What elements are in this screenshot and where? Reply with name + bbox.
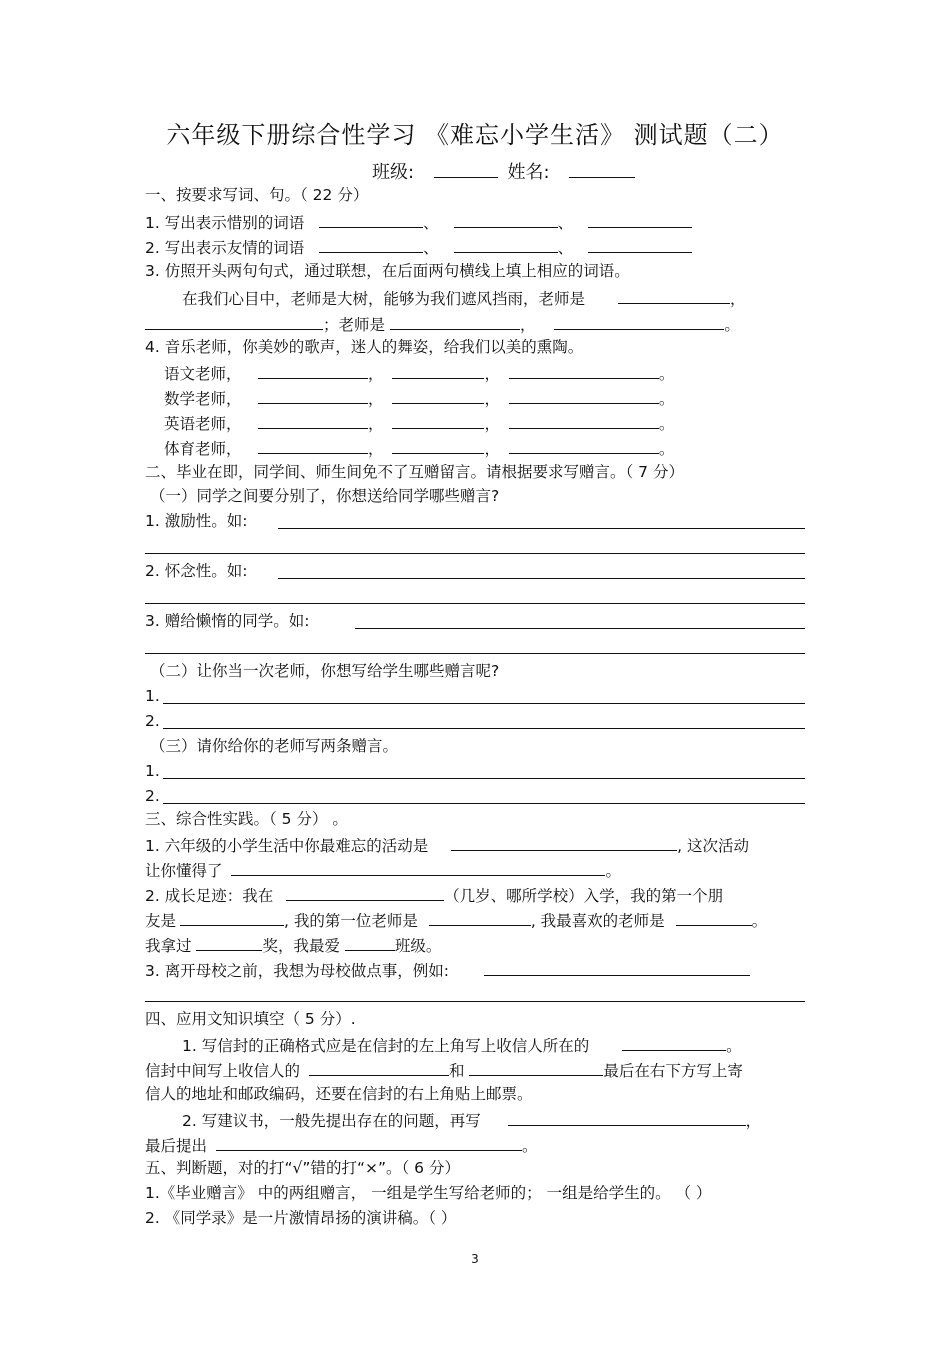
question-1-2 <box>145 235 692 259</box>
question-2-1-3: 3. 赠给懒惰的同学。如: <box>145 612 310 630</box>
punct: ， <box>368 415 384 433</box>
answer-line[interactable] <box>163 728 805 729</box>
question-text: 让你懂得了 <box>145 862 223 880</box>
question-5-2: 2. 《同学录》是一片激情昂扬的演讲稿。（ ） <box>145 1209 457 1227</box>
question-text: , 我最喜欢的老师是 <box>530 912 665 930</box>
punct: ， <box>484 365 500 383</box>
answer-line[interactable] <box>145 553 805 554</box>
section-2-part-3: （三）请你给你的老师写两条赠言。 <box>150 737 399 755</box>
punct: ， <box>368 440 384 458</box>
punct: 。 <box>658 390 675 408</box>
punct: ， <box>484 440 500 458</box>
answer-line[interactable] <box>145 603 805 604</box>
number-1: 1. <box>145 762 160 780</box>
answer-line[interactable] <box>145 653 805 654</box>
punct: ， <box>745 1112 762 1130</box>
answer-blank[interactable] <box>258 436 368 454</box>
answer-blank[interactable] <box>392 411 484 429</box>
answer-blank[interactable] <box>258 361 368 379</box>
answer-line[interactable] <box>355 628 805 629</box>
question-1-4: 4. 音乐老师，你美妙的歌声，迷人的舞姿，给我们以美的熏陶。 <box>145 338 584 356</box>
answer-blank[interactable] <box>392 436 484 454</box>
answer-line[interactable] <box>145 1001 805 1002</box>
example-text: 在我们心目中，老师是大树，能够为我们遮风挡雨，老师是 <box>182 290 586 308</box>
answer-blank[interactable] <box>618 286 730 304</box>
teacher-row <box>164 361 674 385</box>
punct: ， <box>368 365 384 383</box>
page-number: 3 <box>471 1252 479 1266</box>
question-3-1-cont <box>145 858 621 882</box>
answer-blank[interactable] <box>588 235 692 253</box>
question-text: （几岁、哪所学校）入学，我的第一个朋 <box>444 887 724 905</box>
number-1: 1. <box>145 687 160 705</box>
page-title: 六年级下册综合性学习 《难忘小学生活》 测试题（二） <box>166 121 784 149</box>
question-text: 2. 写建议书，一般先提出存在的问题，再写 <box>182 1112 481 1130</box>
punct: 。 <box>658 415 675 433</box>
answer-blank[interactable] <box>484 958 750 976</box>
punct: 。 <box>726 1037 742 1055</box>
question-text: , 我的第一位老师是 <box>284 912 418 930</box>
punct: ， <box>484 390 500 408</box>
teacher-row <box>164 436 674 460</box>
answer-blank[interactable] <box>554 312 724 330</box>
punct: 、 <box>557 214 574 232</box>
question-text: 1. 写信封的正确格式应是在信封的左上角写上收信人所在的 <box>182 1037 590 1055</box>
answer-blank[interactable] <box>309 1058 449 1076</box>
question-4-1-cont <box>145 1058 743 1082</box>
teacher-row <box>164 411 674 435</box>
question-text: , 这次活动 <box>677 837 750 855</box>
question-5-1: 1.《毕业赠言》 中的两组赠言， 一组是学生写给老师的； 一组是给学生的。 （ ） <box>145 1184 712 1202</box>
punct: 。 <box>658 440 675 458</box>
section-3-heading: 三、综合性实践。（ 5 分） 。 <box>145 810 348 828</box>
answer-blank[interactable] <box>508 1108 746 1126</box>
answer-blank[interactable] <box>392 361 484 379</box>
answer-blank[interactable] <box>231 858 605 876</box>
punct: 。 <box>751 912 768 930</box>
answer-blank[interactable] <box>286 883 444 901</box>
question-3-1 <box>145 833 749 857</box>
punct: ， <box>484 415 500 433</box>
answer-line[interactable] <box>163 778 805 779</box>
question-text: 友是 <box>145 912 177 930</box>
punct: ， <box>729 290 746 308</box>
answer-blank[interactable] <box>454 235 558 253</box>
answer-blank[interactable] <box>216 1133 522 1151</box>
section-2-part-1: （一）同学之间要分别了，你想送给同学哪些赠言? <box>150 487 500 505</box>
class-blank[interactable] <box>434 160 498 178</box>
answer-blank[interactable] <box>145 312 323 330</box>
number-2: 2. <box>145 712 160 730</box>
answer-blank[interactable] <box>676 908 752 926</box>
answer-blank[interactable] <box>469 1058 603 1076</box>
punct: 、 <box>423 214 439 232</box>
answer-blank[interactable] <box>345 933 395 951</box>
answer-blank[interactable] <box>509 436 659 454</box>
punct: 、 <box>423 239 439 257</box>
question-3-3 <box>145 958 750 982</box>
question-text: 和 <box>448 1062 465 1080</box>
question-1-3-example <box>182 286 745 310</box>
answer-blank[interactable] <box>319 235 423 253</box>
question-3-2 <box>145 883 723 907</box>
question-text: 2. 写出表示友情的词语 <box>145 239 305 257</box>
section-2-part-2: （二）让你当一次老师，你想写给学生哪些赠言呢? <box>150 662 500 680</box>
punct: 、 <box>557 239 574 257</box>
answer-blank[interactable] <box>509 361 659 379</box>
punct: ， <box>519 316 536 334</box>
section-2-heading: 二、毕业在即，同学间、师生间免不了互赠留言。请根据要求写赠言。（ 7 分） <box>145 463 684 481</box>
class-label: 班级: <box>372 162 415 183</box>
question-4-1-cont2: 信人的地址和邮政编码，还要在信封的右上角贴上邮票。 <box>145 1085 533 1103</box>
question-text: 信封中间写上收信人的 <box>145 1062 301 1080</box>
example-text: ；老师是 <box>323 316 386 334</box>
answer-blank[interactable] <box>258 411 368 429</box>
answer-blank[interactable] <box>319 210 423 228</box>
name-label: 姓名: <box>507 162 550 183</box>
punct: 。 <box>605 862 621 880</box>
punct: ， <box>368 390 384 408</box>
punct: 。 <box>521 1137 538 1155</box>
question-3-2-cont2 <box>145 933 441 957</box>
question-2-1-2: 2. 怀念性。如: <box>145 562 248 580</box>
question-text: 奖，我最爱 <box>262 937 340 955</box>
answer-blank[interactable] <box>390 312 520 330</box>
question-4-2 <box>182 1108 761 1132</box>
question-text: 最后在右下方写上寄 <box>603 1062 743 1080</box>
answer-line[interactable] <box>278 528 805 529</box>
name-blank[interactable] <box>569 160 635 178</box>
answer-line[interactable] <box>163 803 805 804</box>
question-text: 最后提出 <box>145 1137 208 1155</box>
question-text: 班级。 <box>394 937 442 955</box>
answer-blank[interactable] <box>509 411 659 429</box>
number-2: 2. <box>145 787 160 805</box>
teacher-label: 语文老师， <box>164 365 242 383</box>
question-text: 3. 离开母校之前，我想为母校做点事，例如: <box>145 962 449 980</box>
section-4-heading: 四、应用文知识填空（ 5 分）. <box>145 1010 356 1028</box>
answer-blank[interactable] <box>258 386 368 404</box>
answer-blank[interactable] <box>429 908 531 926</box>
teacher-label: 英语老师， <box>164 415 242 433</box>
question-text: 2. 成长足迹：我在 <box>145 887 274 905</box>
question-1-3: 3. 仿照开头两句句式，通过联想，在后面两句横线上填上相应的词语。 <box>145 262 630 280</box>
punct: 。 <box>724 316 740 334</box>
answer-blank[interactable] <box>451 833 677 851</box>
answer-blank[interactable] <box>196 933 262 951</box>
question-2-1-1: 1. 激励性。如: <box>145 512 248 530</box>
section-1-heading: 一、按要求写词、句。（ 22 分） <box>145 186 369 204</box>
question-4-1 <box>182 1033 742 1057</box>
question-1-3-continuation <box>145 312 740 336</box>
teacher-label: 数学老师， <box>164 390 242 408</box>
teacher-label: 体育老师， <box>164 440 242 458</box>
answer-line[interactable] <box>163 703 805 704</box>
answer-line[interactable] <box>278 578 805 579</box>
punct: 。 <box>658 365 675 383</box>
question-1-1 <box>145 210 692 234</box>
answer-blank[interactable] <box>454 210 558 228</box>
question-4-2-cont <box>145 1133 537 1157</box>
answer-blank[interactable] <box>622 1033 726 1051</box>
student-info-line <box>372 160 635 185</box>
answer-blank[interactable] <box>509 386 659 404</box>
answer-blank[interactable] <box>180 908 284 926</box>
answer-blank[interactable] <box>588 210 692 228</box>
answer-blank[interactable] <box>392 386 484 404</box>
question-text: 1. 写出表示惜别的词语 <box>145 214 305 232</box>
teacher-row <box>164 386 674 410</box>
question-text: 1. 六年级的小学生活中你最难忘的活动是 <box>145 837 429 855</box>
question-3-2-cont <box>145 908 767 932</box>
section-5-heading: 五、判断题，对的打“√”错的打“×”。（ 6 分） <box>145 1159 460 1177</box>
question-text: 我拿过 <box>145 937 192 955</box>
